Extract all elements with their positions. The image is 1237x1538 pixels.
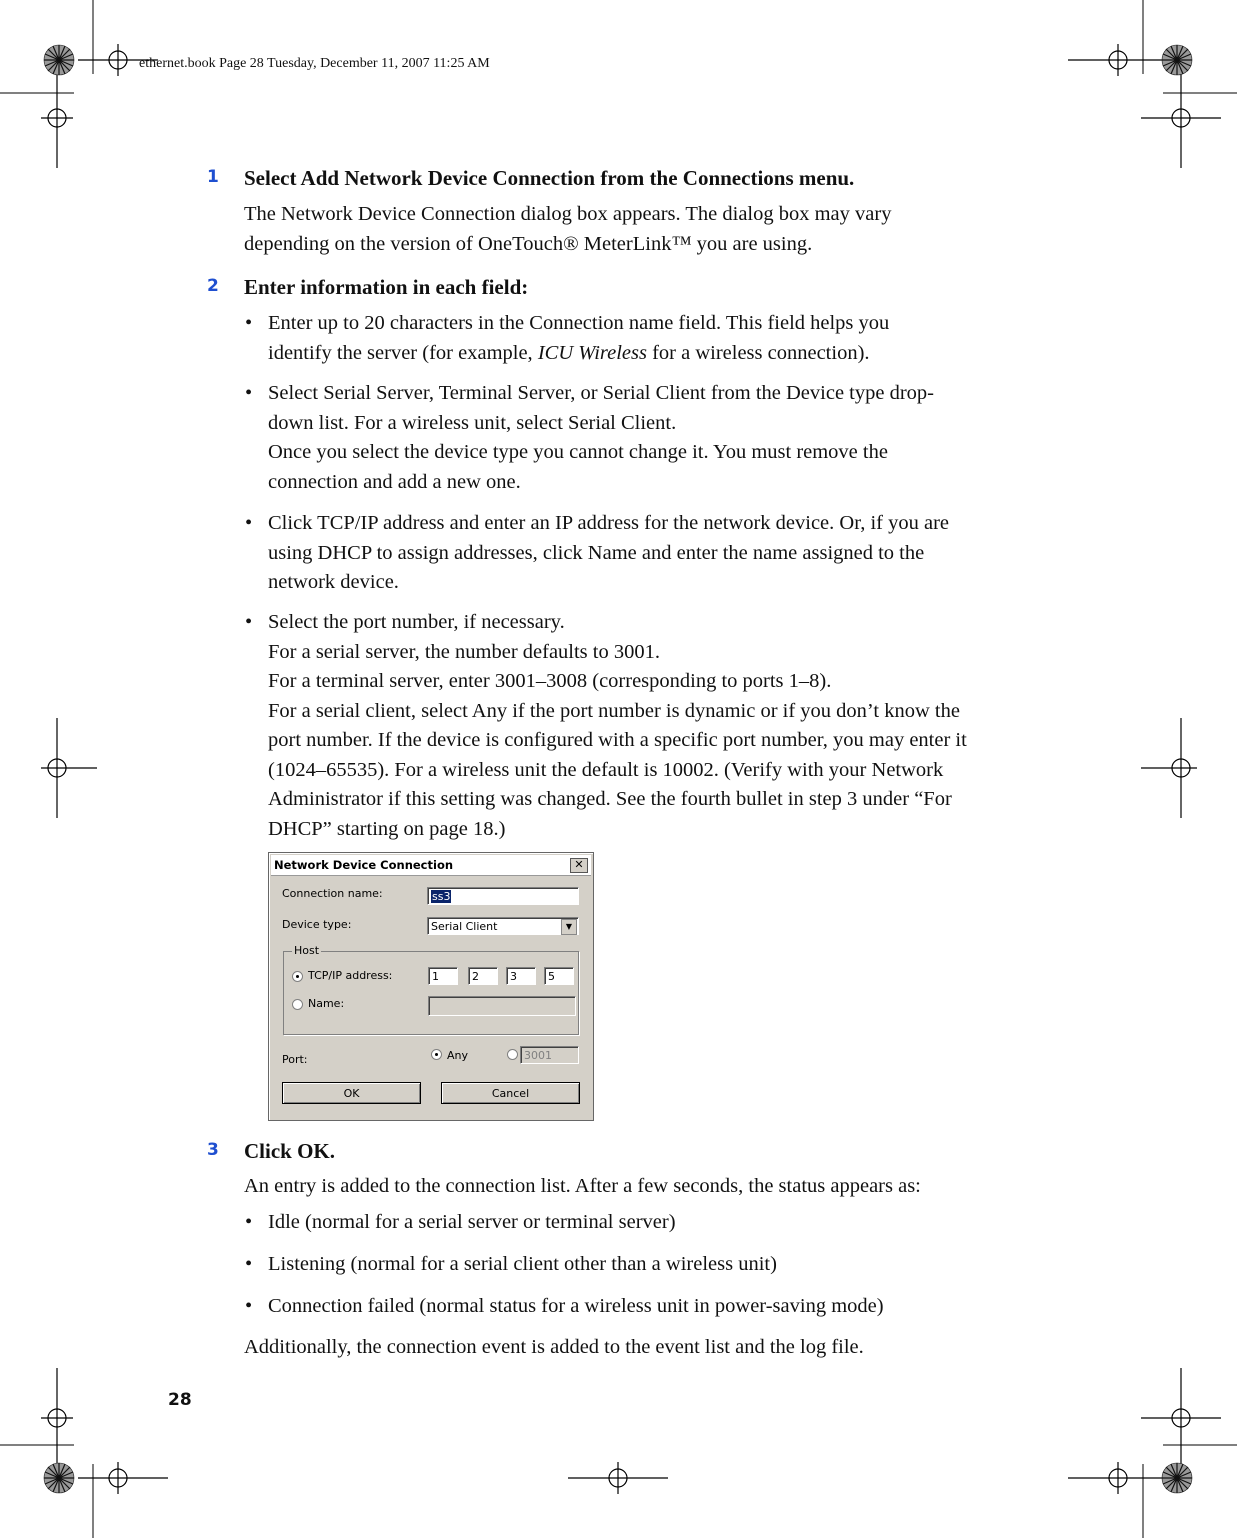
- port-number-input[interactable]: 3001: [520, 1046, 579, 1064]
- page-number: 28: [168, 1390, 192, 1410]
- dialog-titlebar: [271, 855, 591, 876]
- step-title: Enter information in each field:: [244, 275, 529, 299]
- bullet-dot: •: [245, 512, 253, 534]
- bullet-line: connection and add a new one.: [268, 470, 521, 493]
- ip-octet-4[interactable]: 5: [544, 967, 574, 985]
- port-any-radio[interactable]: [431, 1049, 442, 1060]
- ok-button[interactable]: OK: [282, 1082, 421, 1104]
- bullet-line: For a terminal server, enter 3001–3008 (corresponding to ports 1–8).: [268, 670, 832, 692]
- bullet-line: Idle (normal for a serial server or terminal server): [268, 1211, 676, 1233]
- port-number-radio[interactable]: [507, 1049, 518, 1060]
- ip-octet-3[interactable]: 3: [506, 967, 536, 985]
- ip-octet-1[interactable]: 1: [428, 967, 458, 985]
- bullet-line: port number. If the device is configured with a specific port number, you may enter it: [268, 729, 967, 751]
- port-label: Port:: [282, 1053, 308, 1066]
- bullet-line: Connection failed (normal status for a wireless unit in power-saving mode): [268, 1295, 884, 1317]
- port-any-label: Any: [447, 1049, 469, 1062]
- bullet-dot: •: [245, 312, 253, 334]
- bullet-line: DHCP” starting on page 18.): [268, 817, 506, 840]
- chevron-down-icon[interactable]: ▼: [561, 919, 577, 935]
- bullet-line: Administrator if this setting was changed. See the fourth bullet in step 3 under “For: [268, 788, 952, 810]
- bullet-line: For a serial client, select Any if the port number is dynamic or if you don’t know the: [268, 699, 960, 722]
- bullet-line: [268, 339, 1074, 369]
- bullet-line: Enter up to 20 characters in the Connection name field. This field helps you: [268, 312, 890, 334]
- name-label: Name:: [308, 997, 345, 1010]
- text-run: identify the server (for example,: [268, 341, 538, 364]
- closing-paragraph: Additionally, the connection event is added to the event list and the log file.: [244, 1336, 864, 1358]
- bullet-line: Once you select the device type you cannot change it. You must remove the: [268, 441, 888, 463]
- bullet-line: using DHCP to assign addresses, click Name and enter the name assigned to the: [268, 541, 925, 564]
- bullet-line: Select Serial Server, Terminal Server, or Serial Client from the Device type drop-: [268, 382, 934, 404]
- tcpip-label: TCP/IP address:: [308, 969, 393, 982]
- bullet-dot: •: [245, 611, 253, 633]
- body-line: depending on the version of OneTouch® MeterLink™ you are using.: [244, 232, 813, 255]
- bullet-dot: •: [245, 1295, 253, 1317]
- network-device-connection-dialog: [268, 852, 594, 1121]
- step-1-body: [244, 200, 1074, 259]
- connection-name-label: Connection name:: [282, 887, 383, 900]
- bullet-line: Listening (normal for a serial client other than a wireless unit): [268, 1253, 777, 1275]
- step-title: Click OK.: [244, 1139, 336, 1163]
- bullet-dot: •: [245, 1211, 253, 1233]
- running-header: ethernet.book Page 28 Tuesday, December 11, 2007 11:25 AM: [139, 56, 490, 71]
- tcpip-radio[interactable]: [292, 971, 303, 982]
- bullet-line: (1024–65535). For a wireless unit the default is 10002. (Verify with your Network: [268, 758, 944, 781]
- bullet-line: Select the port number, if necessary.: [268, 611, 565, 633]
- text-run: for a wireless connection).: [646, 341, 870, 364]
- host-group-label: Host: [294, 944, 320, 957]
- host-groupbox: [283, 944, 579, 1035]
- dialog-title: Network Device Connection: [274, 858, 454, 872]
- step-number: 1: [207, 167, 219, 187]
- device-type-select[interactable]: [427, 917, 579, 935]
- ip-octet-2[interactable]: 2: [468, 967, 498, 985]
- close-icon[interactable]: ✕: [570, 858, 588, 873]
- bullet-line: network device.: [268, 571, 399, 593]
- cancel-button[interactable]: Cancel: [441, 1082, 580, 1104]
- bullet-line: down list. For a wireless unit, select Serial Client.: [268, 411, 677, 434]
- body-line: An entry is added to the connection list. After a few seconds, the status appears as:: [244, 1175, 921, 1197]
- bullet-dot: •: [245, 1253, 253, 1275]
- example-name: ICU Wireless: [537, 341, 647, 364]
- connection-name-value: ss3: [432, 890, 451, 903]
- bullet-dot: •: [245, 382, 253, 404]
- step-number: 2: [207, 276, 219, 296]
- connection-name-input[interactable]: [427, 887, 579, 905]
- device-type-label: Device type:: [282, 918, 352, 931]
- body-line: The Network Device Connection dialog box appears. The dialog box may vary: [244, 203, 892, 225]
- bullet-line: For a serial server, the number defaults to 3001.: [268, 640, 660, 663]
- step-3-body: [244, 1172, 1074, 1202]
- step-title: Select Add Network Device Connection from the Connections menu.: [244, 166, 855, 190]
- step-number: 3: [207, 1140, 219, 1160]
- name-radio[interactable]: [292, 999, 303, 1010]
- bullet-line: Click TCP/IP address and enter an IP address for the network device. Or, if you are: [268, 512, 949, 534]
- name-input[interactable]: [428, 996, 576, 1016]
- device-type-value: Serial Client: [431, 920, 498, 933]
